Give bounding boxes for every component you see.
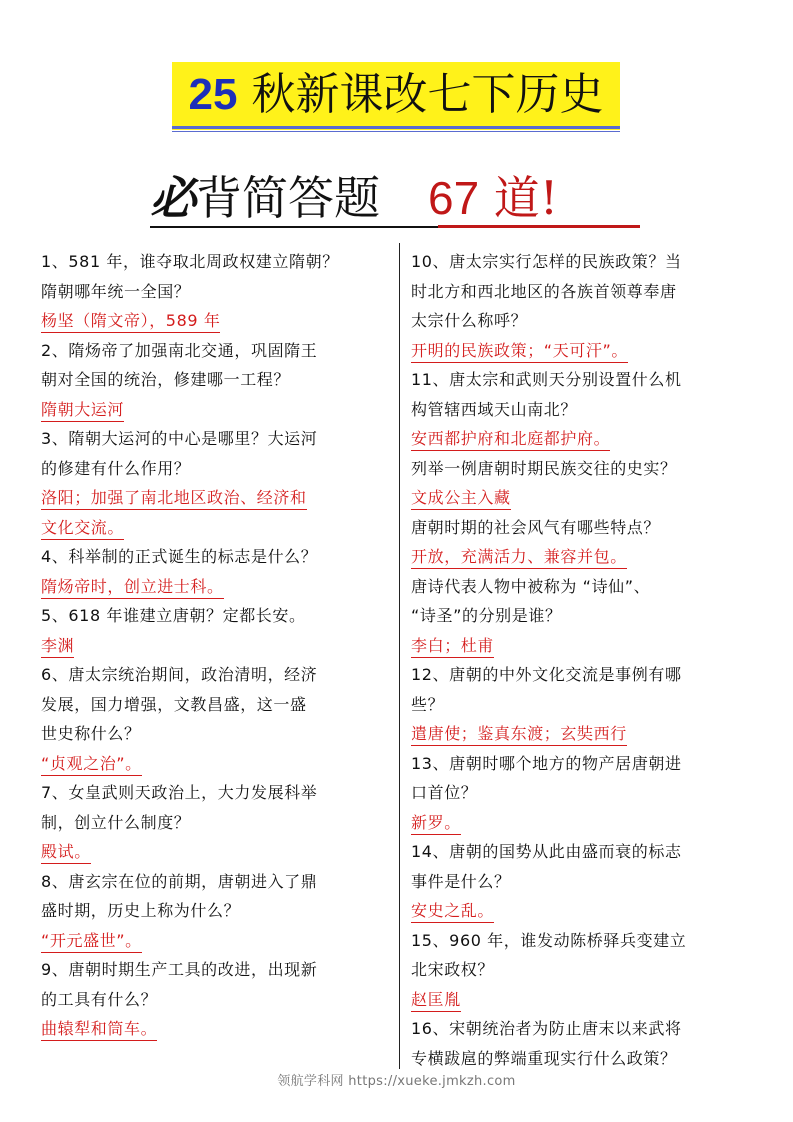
subtitle-tail: 道! [479, 171, 559, 225]
answer-line [41, 631, 393, 661]
question-line: 的工具有什么？ [41, 989, 158, 1009]
question-line: 10、唐太宗实行怎样的民族政策？当 [411, 252, 682, 271]
subtitle-underline-red [438, 225, 640, 228]
answer-line [41, 749, 393, 779]
question-line: 北宋政权？ [411, 960, 495, 979]
page-subtitle [150, 168, 650, 228]
question-line: 列举一例唐朝时期民族交往的史实？ [411, 458, 677, 478]
subtitle-text: 背简答题 [196, 171, 380, 225]
question-line: 唐朝时期的社会风气有哪些特点？ [411, 517, 661, 537]
right-column [411, 247, 743, 1073]
page-title [172, 66, 620, 124]
answer-text: 隋炀帝时，创立进士科。 [41, 576, 224, 599]
answer-line [411, 483, 743, 513]
question-line: 专横跋扈的弊端重现实行什么政策？ [411, 1048, 677, 1068]
answer-line [41, 1014, 393, 1044]
question-line: 9、唐朝时期生产工具的改进，出现新 [41, 960, 318, 979]
answer-line [41, 926, 393, 956]
question-line: 构管辖西域天山南北？ [411, 399, 578, 419]
answer-text: 李渊 [41, 635, 74, 658]
question-line: 15、960 年，谁发动陈桥驿兵变建立 [411, 930, 687, 950]
question-line: 5、618 年谁建立唐朝？定都长安。 [41, 606, 306, 625]
answer-text: “开元盛世”。 [41, 930, 142, 953]
question-line: 6、唐太宗统治期间，政治清明，经济 [41, 665, 318, 684]
answer-text: 赵匡胤 [411, 989, 461, 1012]
title-number: 25 [188, 70, 238, 119]
answer-text: 李白；杜甫 [411, 635, 494, 658]
subtitle-count: 67 [428, 172, 480, 224]
question-line: 12、唐朝的中外文化交流是事例有哪 [411, 665, 682, 684]
answer-line [411, 424, 743, 454]
question-line: 1、581 年，谁夺取北周政权建立隋朝？ [41, 252, 339, 271]
question-line: 3、隋朝大运河的中心是哪里？大运河 [41, 429, 318, 448]
answer-line [41, 572, 393, 602]
question-line: 些？ [411, 694, 445, 714]
answer-text: “贞观之治”。 [41, 753, 142, 776]
answer-line [411, 542, 743, 572]
answer-line [41, 513, 393, 543]
question-line: 事件是什么？ [411, 871, 511, 891]
left-column [41, 247, 393, 1044]
question-line: 盛时期，历史上称为什么？ [41, 901, 241, 920]
question-line: 口首位？ [411, 783, 478, 802]
answer-text: 遣唐使；鉴真东渡；玄奘西行 [411, 723, 627, 746]
answer-text: 杨坚（隋文帝），589 年 [41, 310, 220, 333]
answer-text: 文成公主入藏 [411, 487, 511, 510]
question-line: 13、唐朝时哪个地方的物产居唐朝进 [411, 753, 682, 773]
answer-text: 安史之乱。 [411, 900, 494, 923]
answer-line [41, 837, 393, 867]
answer-text: 开放，充满活力、兼容并包。 [411, 546, 627, 569]
answer-line [411, 336, 743, 366]
title-label: 秋新课改七下历史 [237, 69, 604, 120]
question-line: 2、隋炀帝了加强南北交通，巩固隋王 [41, 340, 318, 360]
answer-text: 殿试。 [41, 841, 91, 864]
question-line: 世史称什么？ [41, 724, 141, 743]
column-divider [399, 243, 400, 1069]
question-line: 11、唐太宗和武则天分别设置什么机 [411, 370, 682, 389]
question-line: 时北方和西北地区的各族首领尊奉唐 [411, 281, 677, 301]
answer-line [41, 306, 393, 336]
answer-text: 开明的民族政策；“天可汗”。 [411, 340, 628, 363]
answer-line [411, 631, 743, 661]
answer-text: 洛阳；加强了南北地区政治、经济和 [41, 487, 307, 510]
answer-text: 安西都护府和北庭都护府。 [411, 428, 610, 451]
title-underline [172, 126, 620, 129]
subtitle-bold: 必 [150, 171, 196, 225]
question-line: 7、女皇武则天政治上，大力发展科举 [41, 783, 318, 802]
title-underline-thin [172, 131, 620, 132]
question-line: 4、科举制的正式诞生的标志是什么？ [41, 547, 318, 566]
question-line: 制，创立什么制度？ [41, 812, 191, 832]
answer-line [411, 896, 743, 926]
answer-text: 隋朝大运河 [41, 399, 124, 422]
question-line: 太宗什么称呼？ [411, 311, 528, 330]
answer-line [411, 808, 743, 838]
question-line: 唐诗代表人物中被称为 “诗仙”、 [411, 576, 651, 596]
question-line: 的修建有什么作用？ [41, 458, 191, 478]
answer-line [411, 985, 743, 1015]
question-line: 发展，国力增强，文教昌盛，这一盛 [41, 694, 307, 714]
question-line: 14、唐朝的国势从此由盛而衰的标志 [411, 842, 682, 861]
answer-text: 新罗。 [411, 812, 461, 835]
footer-watermark: 领航学科网 https://xueke.jmkzh.com [277, 1074, 516, 1089]
answer-line [411, 719, 743, 749]
answer-line [41, 395, 393, 425]
answer-line [41, 483, 393, 513]
question-line: “诗圣”的分别是谁？ [411, 606, 562, 625]
question-line: 隋朝哪年统一全国？ [41, 281, 191, 301]
answer-text: 曲辕犁和筒车。 [41, 1018, 157, 1041]
answer-text: 文化交流。 [41, 517, 124, 540]
question-line: 16、宋朝统治者为防止唐末以来武将 [411, 1019, 682, 1038]
question-line: 朝对全国的统治，修建哪一工程？ [41, 370, 291, 389]
question-line: 8、唐玄宗在位的前期，唐朝进入了鼎 [41, 871, 318, 891]
